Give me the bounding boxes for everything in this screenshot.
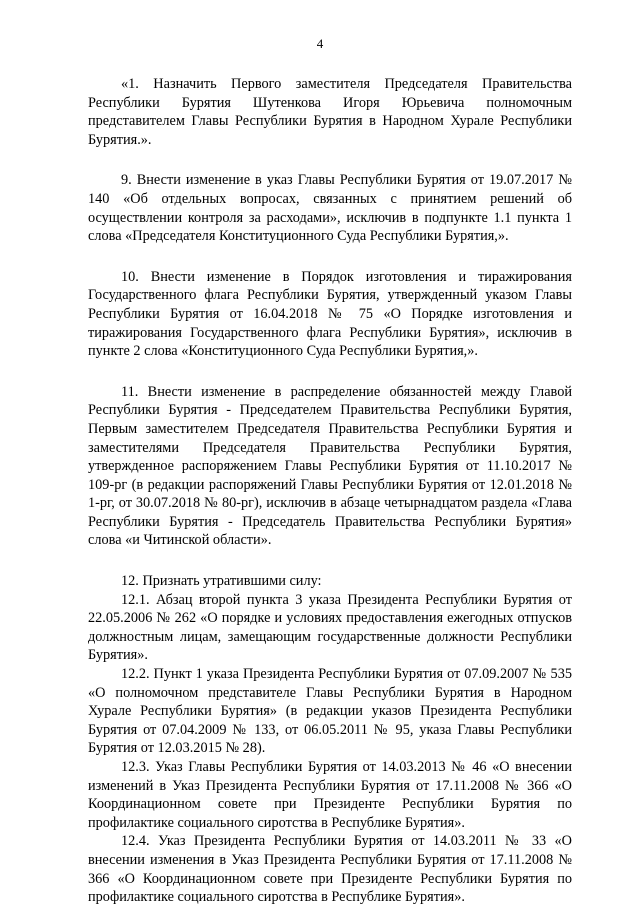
paragraph-item-12-3: 12.3. Указ Главы Республики Бурятия от 14.03.2013 № 46 «О внесении изменений в Указ Президента Республики Бурятия от 17.11.2008 № 366 «О Координационном совете при Президенте Республики Бурятия по профилактике социального сиротства в Республике Бурятия». xyxy=(88,759,572,831)
paragraph-item-12-1: 12.1. Абзац второй пункта 3 указа Президента Республики Бурятия от 22.05.2006 № 262 «О порядке и условиях предоставления ежегодных отпусков должностным лицам, замещающим государственные должности Республики Бурятия». xyxy=(88,591,572,664)
paragraph-item-12-4: 12.4. Указ Президента Республики Бурятия от 14.03.2011 № 33 «О внесении изменения в Указ Президента Республики Бурятия от 17.11.2008 № 366 «О Координационном совете при Президенте Республики Бурятия по профилактике социального сиротства в Республике Бурятия». xyxy=(88,833,572,906)
paragraph-item-12-2: 12.2. Пункт 1 указа Президента Республики Бурятия от 07.09.2007 № 535 «О полномочном представителе Главы Республики Бурятия в Народном Хурале Республики Бурятия» (в редакции указов Президента Республики Бурятия от 07.04.2009 № 133, от 06.05.2011 № 95, указа Главы Республики Бурятия от 12.03.2015 № 28). xyxy=(88,666,572,757)
page-number: 4 xyxy=(316,36,324,51)
paragraph-item-10: 10. Внести изменение в Порядок изготовления и тиражирования Государственного флага Республики Бурятия, утвержденный указом Главы Республики Бурятия от 16.04.2018 № 75 «О Порядке изготовления и тиражирования Государственного флага Республики Бурятия», исключив в пункте 2 слова «Конституционного Суда Республики Бурятия,». xyxy=(88,268,572,360)
paragraph-appointment-clause: «1. Назначить Первого заместителя Председателя Правительства Республики Бурятия Шутенкова Игоря Юрьевича полномочным представителем Главы Республики Бурятия в Народном Хурале Республики Бурятия.». xyxy=(88,76,572,148)
paragraph-item-12: 12. Признать утратившими силу: xyxy=(121,573,322,590)
paragraph-item-11: 11. Внести изменение в распределение обязанностей между Главой Республики Бурятия - Председателем Правительства Республики Бурятия, Первым заместителем Председателя Правительства Республики Бурятия и заместителями Председателя Правительства Республики Бурятия, утвержденное распоряжением Главы Республики Бурятия от 11.10.2017 № 109-рг (в редакции распоряжений Главы Республики Бурятия от 12.01.2018 № 1-рг, от 30.07.2018 № 80-рг), исключив в абзаце четырнадцатом раздела «Глава Республики Бурятия - Председатель Правительства Республики Бурятия» слова «и Читинской области». xyxy=(88,383,572,549)
document-body xyxy=(88,75,572,907)
paragraph-item-9: 9. Внести изменение в указ Главы Республики Бурятия от 19.07.2017 № 140 «Об отдельных вопросах, связанных с принятием решений об осуществлении контроля за расходами», исключив в подпункте 1.1 пункта 1 слова «Председателя Конституционного Суда Республики Бурятия,». xyxy=(88,172,572,245)
